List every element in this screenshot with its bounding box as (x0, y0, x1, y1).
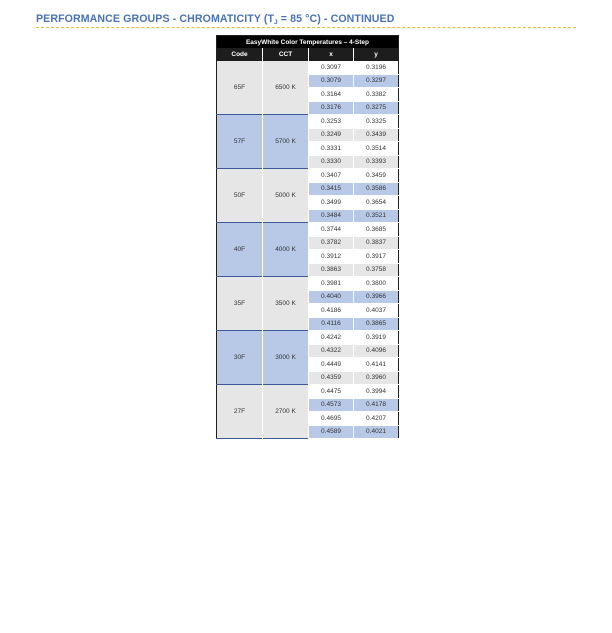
x-value-cell: 0.3249 (309, 128, 354, 142)
y-value-cell: 0.3297 (354, 74, 399, 88)
y-value-cell: 0.3439 (354, 128, 399, 142)
y-value-cell: 0.3800 (354, 277, 399, 291)
table-row (217, 223, 399, 237)
cct-cell: 4000 K (263, 223, 309, 277)
heading-text: PERFORMANCE GROUPS - CHROMATICITY (T (36, 13, 275, 25)
y-value-cell: 0.3685 (354, 223, 399, 237)
y-value-cell: 0.3654 (354, 196, 399, 210)
table-row (217, 115, 399, 129)
table-title: EasyWhite Color Temperatures – 4-Step (217, 36, 399, 49)
code-cell: 30F (217, 331, 263, 385)
column-header-y: y (354, 48, 399, 61)
group-40f (217, 223, 399, 277)
y-value-cell: 0.3459 (354, 169, 399, 183)
table-row (217, 169, 399, 183)
code-cell: 50F (217, 169, 263, 223)
group-65f (217, 61, 399, 115)
y-value-cell: 0.3865 (354, 317, 399, 331)
x-value-cell: 0.3097 (309, 61, 354, 74)
y-value-cell: 0.3521 (354, 209, 399, 223)
y-value-cell: 0.4178 (354, 398, 399, 412)
heading-divider (36, 27, 576, 28)
x-value-cell: 0.4242 (309, 331, 354, 345)
y-value-cell: 0.3919 (354, 331, 399, 345)
code-cell: 27F (217, 385, 263, 439)
x-value-cell: 0.3782 (309, 236, 354, 250)
x-value-cell: 0.3164 (309, 88, 354, 102)
y-value-cell: 0.3758 (354, 263, 399, 277)
x-value-cell: 0.3253 (309, 115, 354, 129)
group-27f (217, 385, 399, 439)
x-value-cell: 0.3744 (309, 223, 354, 237)
group-50f (217, 169, 399, 223)
y-value-cell: 0.3325 (354, 115, 399, 129)
column-header-code: Code (217, 48, 263, 61)
x-value-cell: 0.4116 (309, 317, 354, 331)
x-value-cell: 0.3079 (309, 74, 354, 88)
y-value-cell: 0.3514 (354, 142, 399, 156)
y-value-cell: 0.3966 (354, 290, 399, 304)
x-value-cell: 0.4449 (309, 358, 354, 372)
x-value-cell: 0.4695 (309, 412, 354, 426)
cct-cell: 5000 K (263, 169, 309, 223)
y-value-cell: 0.4141 (354, 358, 399, 372)
y-value-cell: 0.3837 (354, 236, 399, 250)
cct-cell: 6500 K (263, 61, 309, 115)
code-cell: 40F (217, 223, 263, 277)
heading-text-suffix: = 85 °C) - CONTINUED (277, 13, 395, 25)
y-value-cell: 0.4207 (354, 412, 399, 426)
group-35f (217, 277, 399, 331)
x-value-cell: 0.3176 (309, 101, 354, 115)
x-value-cell: 0.3499 (309, 196, 354, 210)
y-value-cell: 0.4037 (354, 304, 399, 318)
y-value-cell: 0.3196 (354, 61, 399, 74)
page-heading (36, 13, 394, 26)
x-value-cell: 0.3912 (309, 250, 354, 264)
code-cell: 35F (217, 277, 263, 331)
heading-subscript: J (274, 19, 278, 26)
y-value-cell: 0.4021 (354, 425, 399, 439)
table-row (217, 385, 399, 399)
column-header-cct: CCT (263, 48, 309, 61)
table-row (217, 331, 399, 345)
code-cell: 65F (217, 61, 263, 115)
x-value-cell: 0.4040 (309, 290, 354, 304)
cct-cell: 5700 K (263, 115, 309, 169)
x-value-cell: 0.3484 (309, 209, 354, 223)
y-value-cell: 0.4096 (354, 344, 399, 358)
x-value-cell: 0.3981 (309, 277, 354, 291)
column-header-x: x (309, 48, 354, 61)
table-row (217, 61, 399, 74)
table-row (217, 277, 399, 291)
table-header-row (217, 48, 399, 61)
x-value-cell: 0.4589 (309, 425, 354, 439)
x-value-cell: 0.4573 (309, 398, 354, 412)
x-value-cell: 0.4475 (309, 385, 354, 399)
cct-cell: 3000 K (263, 331, 309, 385)
color-temperature-table (216, 35, 399, 439)
x-value-cell: 0.3415 (309, 182, 354, 196)
group-30f (217, 331, 399, 385)
y-value-cell: 0.3960 (354, 371, 399, 385)
x-value-cell: 0.3330 (309, 155, 354, 169)
cct-cell: 3500 K (263, 277, 309, 331)
x-value-cell: 0.3331 (309, 142, 354, 156)
x-value-cell: 0.4322 (309, 344, 354, 358)
table-title-row (217, 36, 399, 49)
y-value-cell: 0.3586 (354, 182, 399, 196)
x-value-cell: 0.3407 (309, 169, 354, 183)
x-value-cell: 0.4359 (309, 371, 354, 385)
y-value-cell: 0.3275 (354, 101, 399, 115)
y-value-cell: 0.3393 (354, 155, 399, 169)
code-cell: 57F (217, 115, 263, 169)
y-value-cell: 0.3994 (354, 385, 399, 399)
cct-cell: 2700 K (263, 385, 309, 439)
y-value-cell: 0.3382 (354, 88, 399, 102)
group-57f (217, 115, 399, 169)
y-value-cell: 0.3917 (354, 250, 399, 264)
x-value-cell: 0.4186 (309, 304, 354, 318)
x-value-cell: 0.3863 (309, 263, 354, 277)
